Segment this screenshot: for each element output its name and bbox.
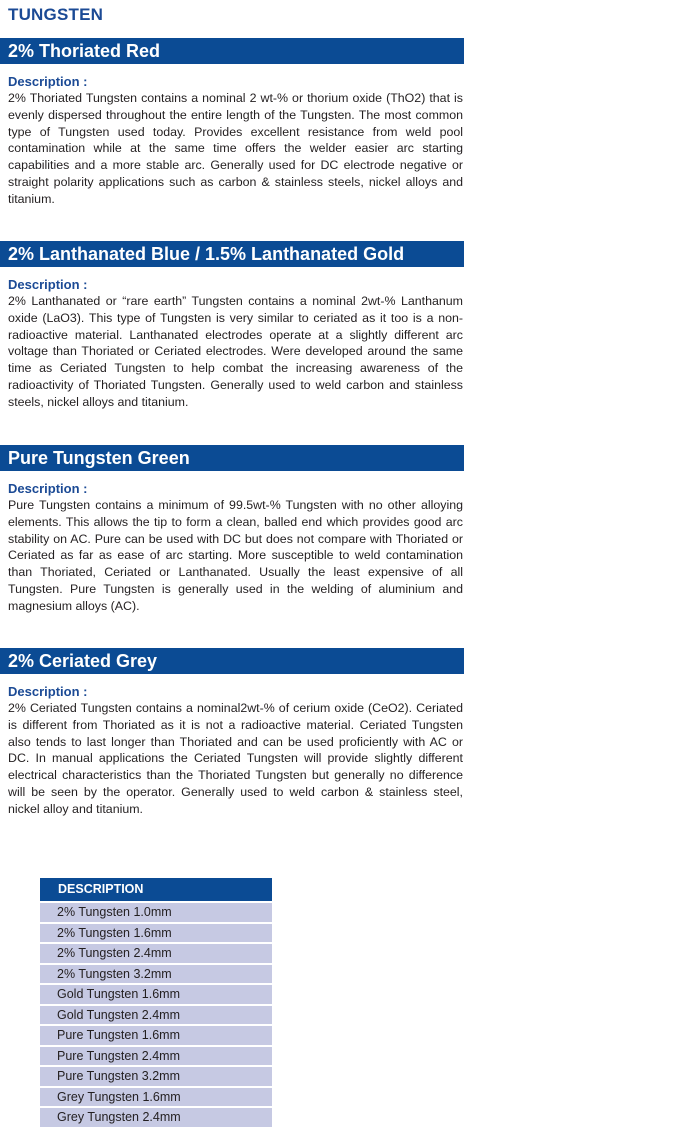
table-row: Pure Tungsten 2.4mm — [40, 1047, 272, 1066]
table-row: 2% Tungsten 2.4mm — [40, 944, 272, 963]
table-row: Gold Tungsten 1.6mm — [40, 985, 272, 1004]
table-row: Pure Tungsten 3.2mm — [40, 1067, 272, 1086]
table-row: Grey Tungsten 1.6mm — [40, 1088, 272, 1107]
section-ceriated-grey — [0, 648, 464, 818]
description-text: 2% Ceriated Tungsten contains a nominal2wt-% of cerium oxide (CeO2). Ceriated is different from Thoriated as it is not a radioactive material. Ceriated Tungsten also tends to last longer than Thoriated and can be used proficiently with AC or DC. In manual applications the Ceriated Tungsten will provide slightly different electrical characteristics than the Thoriated Tungsten but generally no difference will be seen by the operator. Generally used to weld carbon & stainless steel, nickel alloy and titanium. — [8, 701, 463, 816]
description-text: 2% Thoriated Tungsten contains a nominal 2 wt-% or thorium oxide (ThO2) that is evenly dispersed throughout the entire length of the Tungsten. The most common type of Tungsten used today. Provides excellent resistance from weld pool contamination while at the same time offers the welder easier arc starting capabilities and a more stable arc. Generally used for DC electrode negative or straight polarity applications such as carbon & stainless steels, nickel alloys and titanium. — [8, 91, 463, 206]
table-row: 2% Tungsten 1.0mm — [40, 903, 272, 922]
section-header: 2% Ceriated Grey — [0, 648, 464, 674]
description-label: Description : — [8, 74, 88, 89]
description-label: Description : — [8, 277, 88, 292]
section-header: 2% Thoriated Red — [0, 38, 464, 64]
table-row: Grey Tungsten 2.4mm — [40, 1108, 272, 1127]
section-thoriated-red — [0, 38, 464, 208]
description-label: Description : — [8, 684, 88, 699]
table-row: Pure Tungsten 1.6mm — [40, 1026, 272, 1045]
table-row: Gold Tungsten 2.4mm — [40, 1006, 272, 1025]
table-header: DESCRIPTION — [40, 878, 272, 901]
description-text: Pure Tungsten contains a minimum of 99.5wt-% Tungsten with no other alloying elements. This allows the tip to form a clean, balled end which provides good arc stability on AC. Pure can be used with DC but does not compare with Thoriated or Ceriated as far as ease of arc starting. More susceptible to weld contamination than Thoriated, Ceriated or Lanthanated. Usually the least expensive of all Tungsten. Pure Tungsten is generally used in the welding of aluminium and magnesium alloys (AC). — [8, 498, 463, 613]
section-header: Pure Tungsten Green — [0, 445, 464, 471]
description-label: Description : — [8, 481, 88, 496]
description-text: 2% Lanthanated or “rare earth” Tungsten contains a nominal 2wt-% Lanthanum oxide (LaO3). This type of Tungsten is very similar to ceriated as it too is a non-radioactive material. Lanthanated electrodes operate at a slightly different arc voltage than Thoriated or Ceriated electrodes. Were developed around the same time as Ceriated Tungsten to help combat the increasing awareness of the radioactivity of Thoriated Tungsten. Generally used to weld carbon and stainless steels, nickel alloys and titanium. — [8, 294, 463, 409]
section-lanthanated — [0, 241, 464, 411]
table-row: 2% Tungsten 1.6mm — [40, 924, 272, 943]
section-pure-tungsten-green — [0, 445, 464, 615]
page-title: TUNGSTEN — [8, 5, 104, 24]
product-table — [40, 878, 272, 1127]
table-row: 2% Tungsten 3.2mm — [40, 965, 272, 984]
section-header: 2% Lanthanated Blue / 1.5% Lanthanated Gold — [0, 241, 464, 267]
